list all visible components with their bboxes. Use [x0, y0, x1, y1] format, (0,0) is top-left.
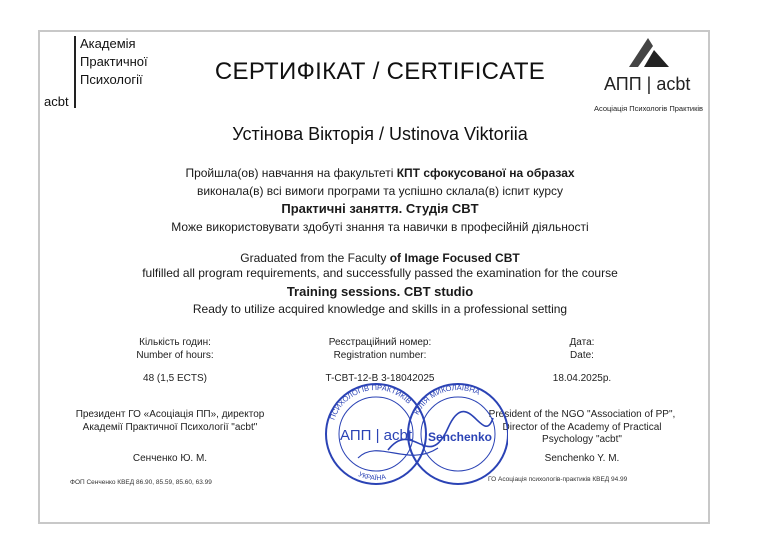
date-label-en: Date:	[570, 350, 594, 361]
stamp-second-text: Senchenko	[427, 430, 493, 444]
ua-line-1	[0, 166, 760, 180]
reg-value: T-CBT-12-B 3-18042025	[325, 373, 435, 384]
logo-line-3: Психології	[80, 72, 143, 87]
hours-label	[110, 336, 240, 362]
association-name: АПП | acbt	[604, 74, 691, 94]
ua-line-2: виконала(в) всі вимоги програми та успішно склала(в) іспит курсу	[196, 184, 564, 198]
stamp-country-text: УКРАЇНА	[357, 471, 387, 483]
stamp-seal-icon	[318, 378, 508, 490]
logo-line-1: Академія	[80, 36, 136, 51]
svg-text:ПСИХОЛОГІВ ПРАКТИКІВ	[328, 383, 414, 421]
footer-left: ФОП Сенченко КВЕД 86.90, 85.59, 85.60, 63.99	[70, 479, 212, 486]
date-label	[532, 336, 632, 362]
ua-line-4: Може використовувати здобуті знання та навички в професійній діяльності	[171, 220, 589, 234]
reg-label-en: Registration number:	[333, 350, 427, 361]
hours-label-en: Number of hours:	[136, 350, 214, 361]
ua-line-1-prefix: Пройшла(ов) навчання на факультеті	[185, 166, 394, 180]
date-label-ua: Дата:	[569, 337, 595, 348]
footer-right: ГО Асоціація психологів-практиків КВЕД 94.99	[488, 476, 628, 483]
triangle-logo-icon	[624, 36, 674, 70]
ua-faculty: КПТ сфокусованої на образах	[396, 166, 575, 180]
en-course: Training sessions. CBT studio	[286, 284, 474, 299]
stamp-main-text: АПП | acbt	[340, 427, 412, 444]
association-subtitle: Асоціація Психологів Практиків	[594, 104, 704, 113]
date-value: 18.04.2025р.	[552, 373, 612, 384]
stamp-arc-text: ПСИХОЛОГІВ ПРАКТИКІВ	[327, 382, 414, 422]
ua-course: Практичні заняття. Студія CBT	[281, 201, 479, 216]
reg-label	[305, 336, 455, 362]
stamp-second-arc-text: ЮЛІЯ МИКОЛАЇВНА	[411, 382, 482, 417]
association-logo	[590, 36, 710, 120]
reg-label-ua: Реєстраційний номер:	[328, 337, 432, 348]
left-signatory-name: Сенченко Ю. М.	[132, 453, 208, 464]
right-signatory-title: President of the NGO "Association of PP", Director of the Academy of Practical Psychology "acbt"	[488, 409, 676, 445]
certificate-title: СЕРТИФІКАТ / CERTIFICATE	[214, 58, 546, 85]
hours-value: 48 (1,5 ECTS)	[143, 373, 207, 384]
en-line-2: fulfilled all program requirements, and successfully passed the examination for the course	[142, 266, 618, 280]
en-line-1-prefix: Graduated from the Faculty	[240, 251, 387, 265]
recipient-name: Устінова Вікторія / Ustinova Viktoriia	[232, 124, 528, 144]
en-line-4: Ready to utilize acquired knowledge and skills in a professional setting	[192, 302, 568, 316]
logo-acronym: acbt	[44, 94, 69, 109]
right-signatory-name: Senchenko Y. M.	[544, 453, 620, 464]
en-faculty: of Image Focused CBT	[389, 251, 520, 265]
svg-text:УКРАЇНА	[357, 471, 387, 482]
hours-label-ua: Кількість годин:	[139, 337, 211, 348]
logo-line-2: Практичної	[80, 54, 148, 69]
en-line-1	[0, 251, 760, 265]
left-signatory-title: Президент ГО «Асоціація ПП», директор Академії Практичної Психології "acbt"	[75, 409, 265, 433]
